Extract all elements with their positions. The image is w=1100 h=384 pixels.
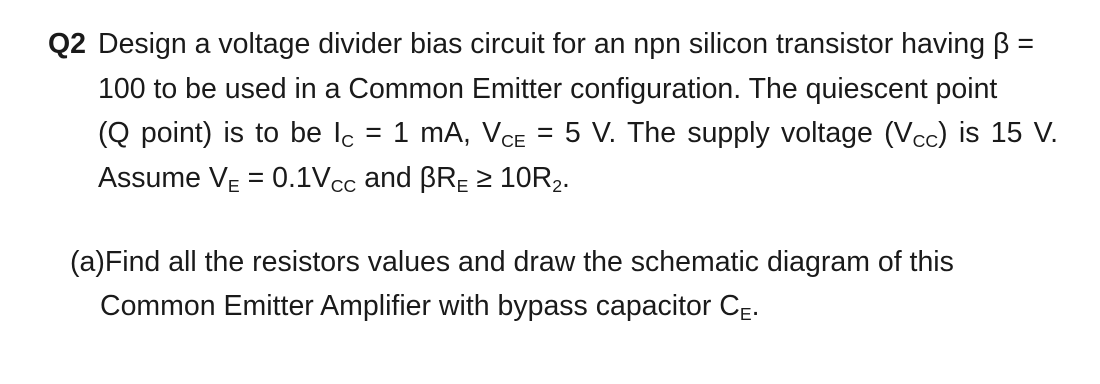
text-segment: = 0.1V xyxy=(239,161,331,194)
subscript: 2 xyxy=(552,175,563,196)
subscript: C xyxy=(341,130,354,151)
text-segment: . xyxy=(751,290,760,322)
subscript: CC xyxy=(912,130,939,151)
text-segment: . xyxy=(562,161,570,194)
text-segment: ≥ 10R xyxy=(468,161,553,194)
part-a-line-1: (a)Find all the resistors values and draw the schematic diagram of this xyxy=(70,246,954,278)
text-segment: and βR xyxy=(356,161,457,194)
text-segment: Common Emitter Amplifier with bypass capacitor C xyxy=(100,290,740,322)
subscript: E xyxy=(456,175,469,196)
question-number: Q2 xyxy=(48,28,87,60)
part-a-block xyxy=(70,240,1070,328)
subscript: E xyxy=(227,175,240,196)
subscript: E xyxy=(739,303,752,324)
text-segment: ) is 15 V. xyxy=(938,117,1058,149)
text-segment: Assume V xyxy=(98,161,228,194)
text-segment: (Q point) is to be I xyxy=(98,117,342,149)
part-a-line-2 xyxy=(70,284,1070,328)
question-first-line xyxy=(48,22,1058,67)
question-line-1: Design a voltage divider bias circuit for an npn silicon transistor having β = xyxy=(98,28,1034,60)
text-segment: = 1 mA, V xyxy=(353,117,502,149)
question-block xyxy=(48,22,1058,200)
question-line-2: 100 to be used in a Common Emitter configuration. The quiescent point xyxy=(98,72,998,105)
question-line-3 xyxy=(48,111,1058,156)
subscript: CC xyxy=(330,175,357,196)
question-line-4 xyxy=(48,156,1058,201)
text-segment: = 5 V. The supply voltage (V xyxy=(525,117,913,149)
subscript: CE xyxy=(501,130,526,151)
